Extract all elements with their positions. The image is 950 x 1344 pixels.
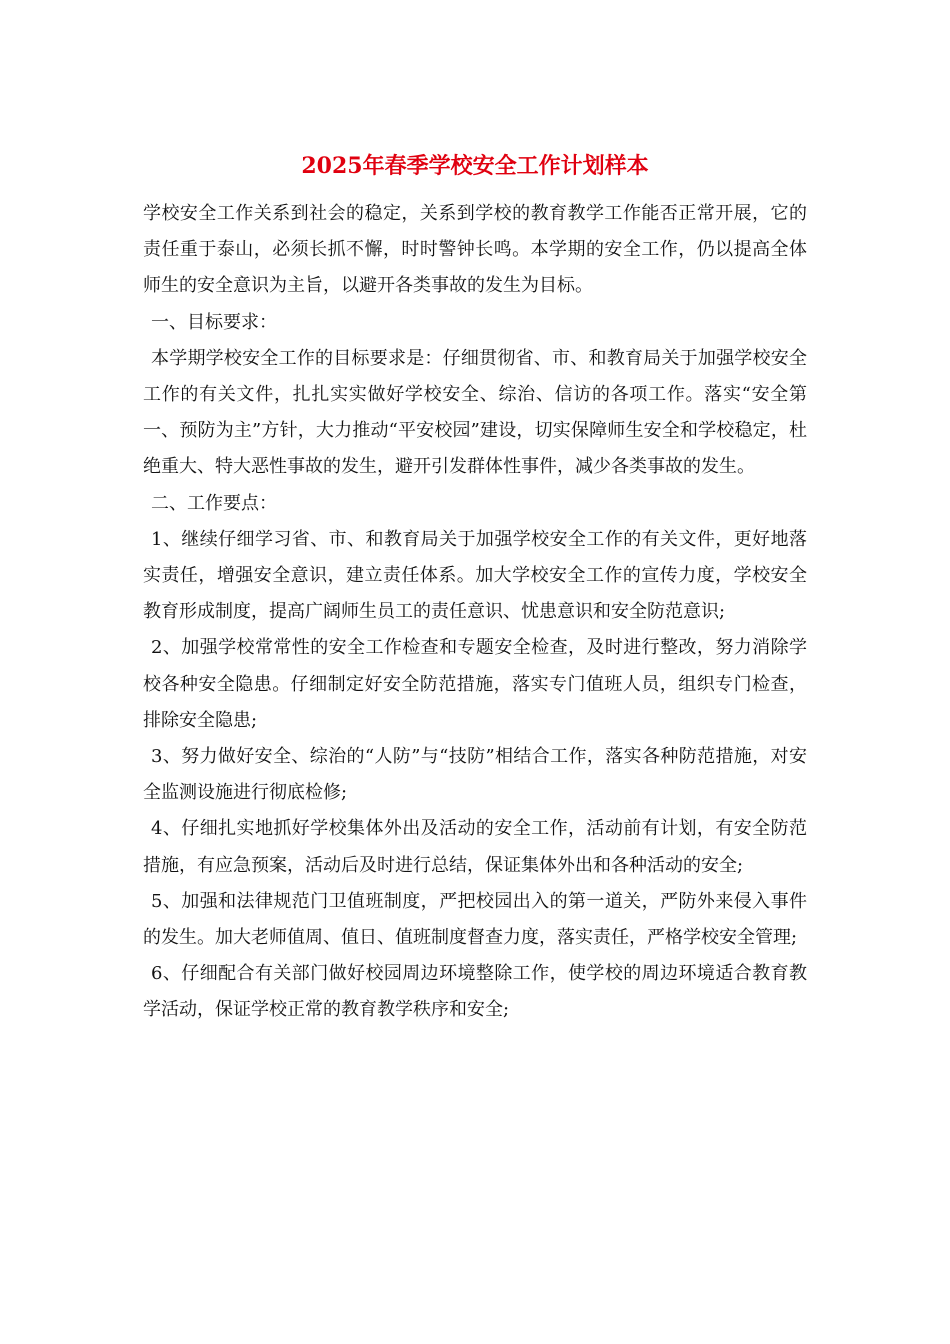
key-point-6: 6、仔细配合有关部门做好校园周边环境整除工作，使学校的周边环境适合教育教学活动，保证学校正常的教育教学秩序和安全; — [143, 963, 807, 1021]
key-point-5: 5、加强和法律规范门卫值班制度，严把校园出入的第一道关，严防外来侵入事件的发生。加大老师值周、值日、值班制度督查力度，落实责任，严格学校安全管理; — [143, 890, 807, 949]
section-heading-goals: 一、目标要求： — [151, 311, 277, 333]
key-point-4: 4、仔细扎实地抓好学校集体外出及活动的安全工作，活动前有计划，有安全防范措施，有应急预案，活动后及时进行总结，保证集体外出和各种活动的安全; — [143, 818, 807, 876]
key-point-3: 3、努力做好安全、综治的“人防”与“技防”相结合工作，落实各种防范措施，对安全监测设施进行彻底检修; — [143, 746, 807, 804]
section-heading-key-points: 二、工作要点： — [151, 492, 277, 514]
document-body — [143, 196, 807, 1029]
intro-paragraph: 学校安全工作关系到社会的稳定，关系到学校的教育教学工作能否正常开展，它的责任重于泰山，必须长抓不懈，时时警钟长鸣。本学期的安全工作，仍以提高全体师生的安全意识为主旨，以避开各类事故的发生为目标。 — [143, 203, 807, 297]
document-title: 2025年春季学校安全工作计划样本 — [301, 153, 649, 179]
goals-paragraph: 本学期学校安全工作的目标要求是：仔细贯彻省、市、和教育局关于加强学校安全工作的有关文件，扎扎实实做好学校安全、综治、信访的各项工作。落实“安全第一、预防为主”方针，大力推动“平安校园”建设，切实保障师生安全和学校稳定，杜绝重大、特大恶性事故的发生，避开引发群体性事件，减少各类事故的发生。 — [143, 347, 807, 478]
key-point-1: 1、继续仔细学习省、市、和教育局关于加强学校安全工作的有关文件，更好地落实责任，增强安全意识，建立责任体系。加大学校安全工作的宣传力度，学校安全教育形成制度，提高广阔师生员工的责任意识、忧患意识和安全防范意识; — [143, 528, 807, 623]
key-point-2: 2、加强学校常常性的安全工作检查和专题安全检查，及时进行整改，努力消除学校各种安全隐患。仔细制定好安全防范措施，落实专门值班人员，组织专门检查，排除安全隐患; — [143, 637, 807, 731]
